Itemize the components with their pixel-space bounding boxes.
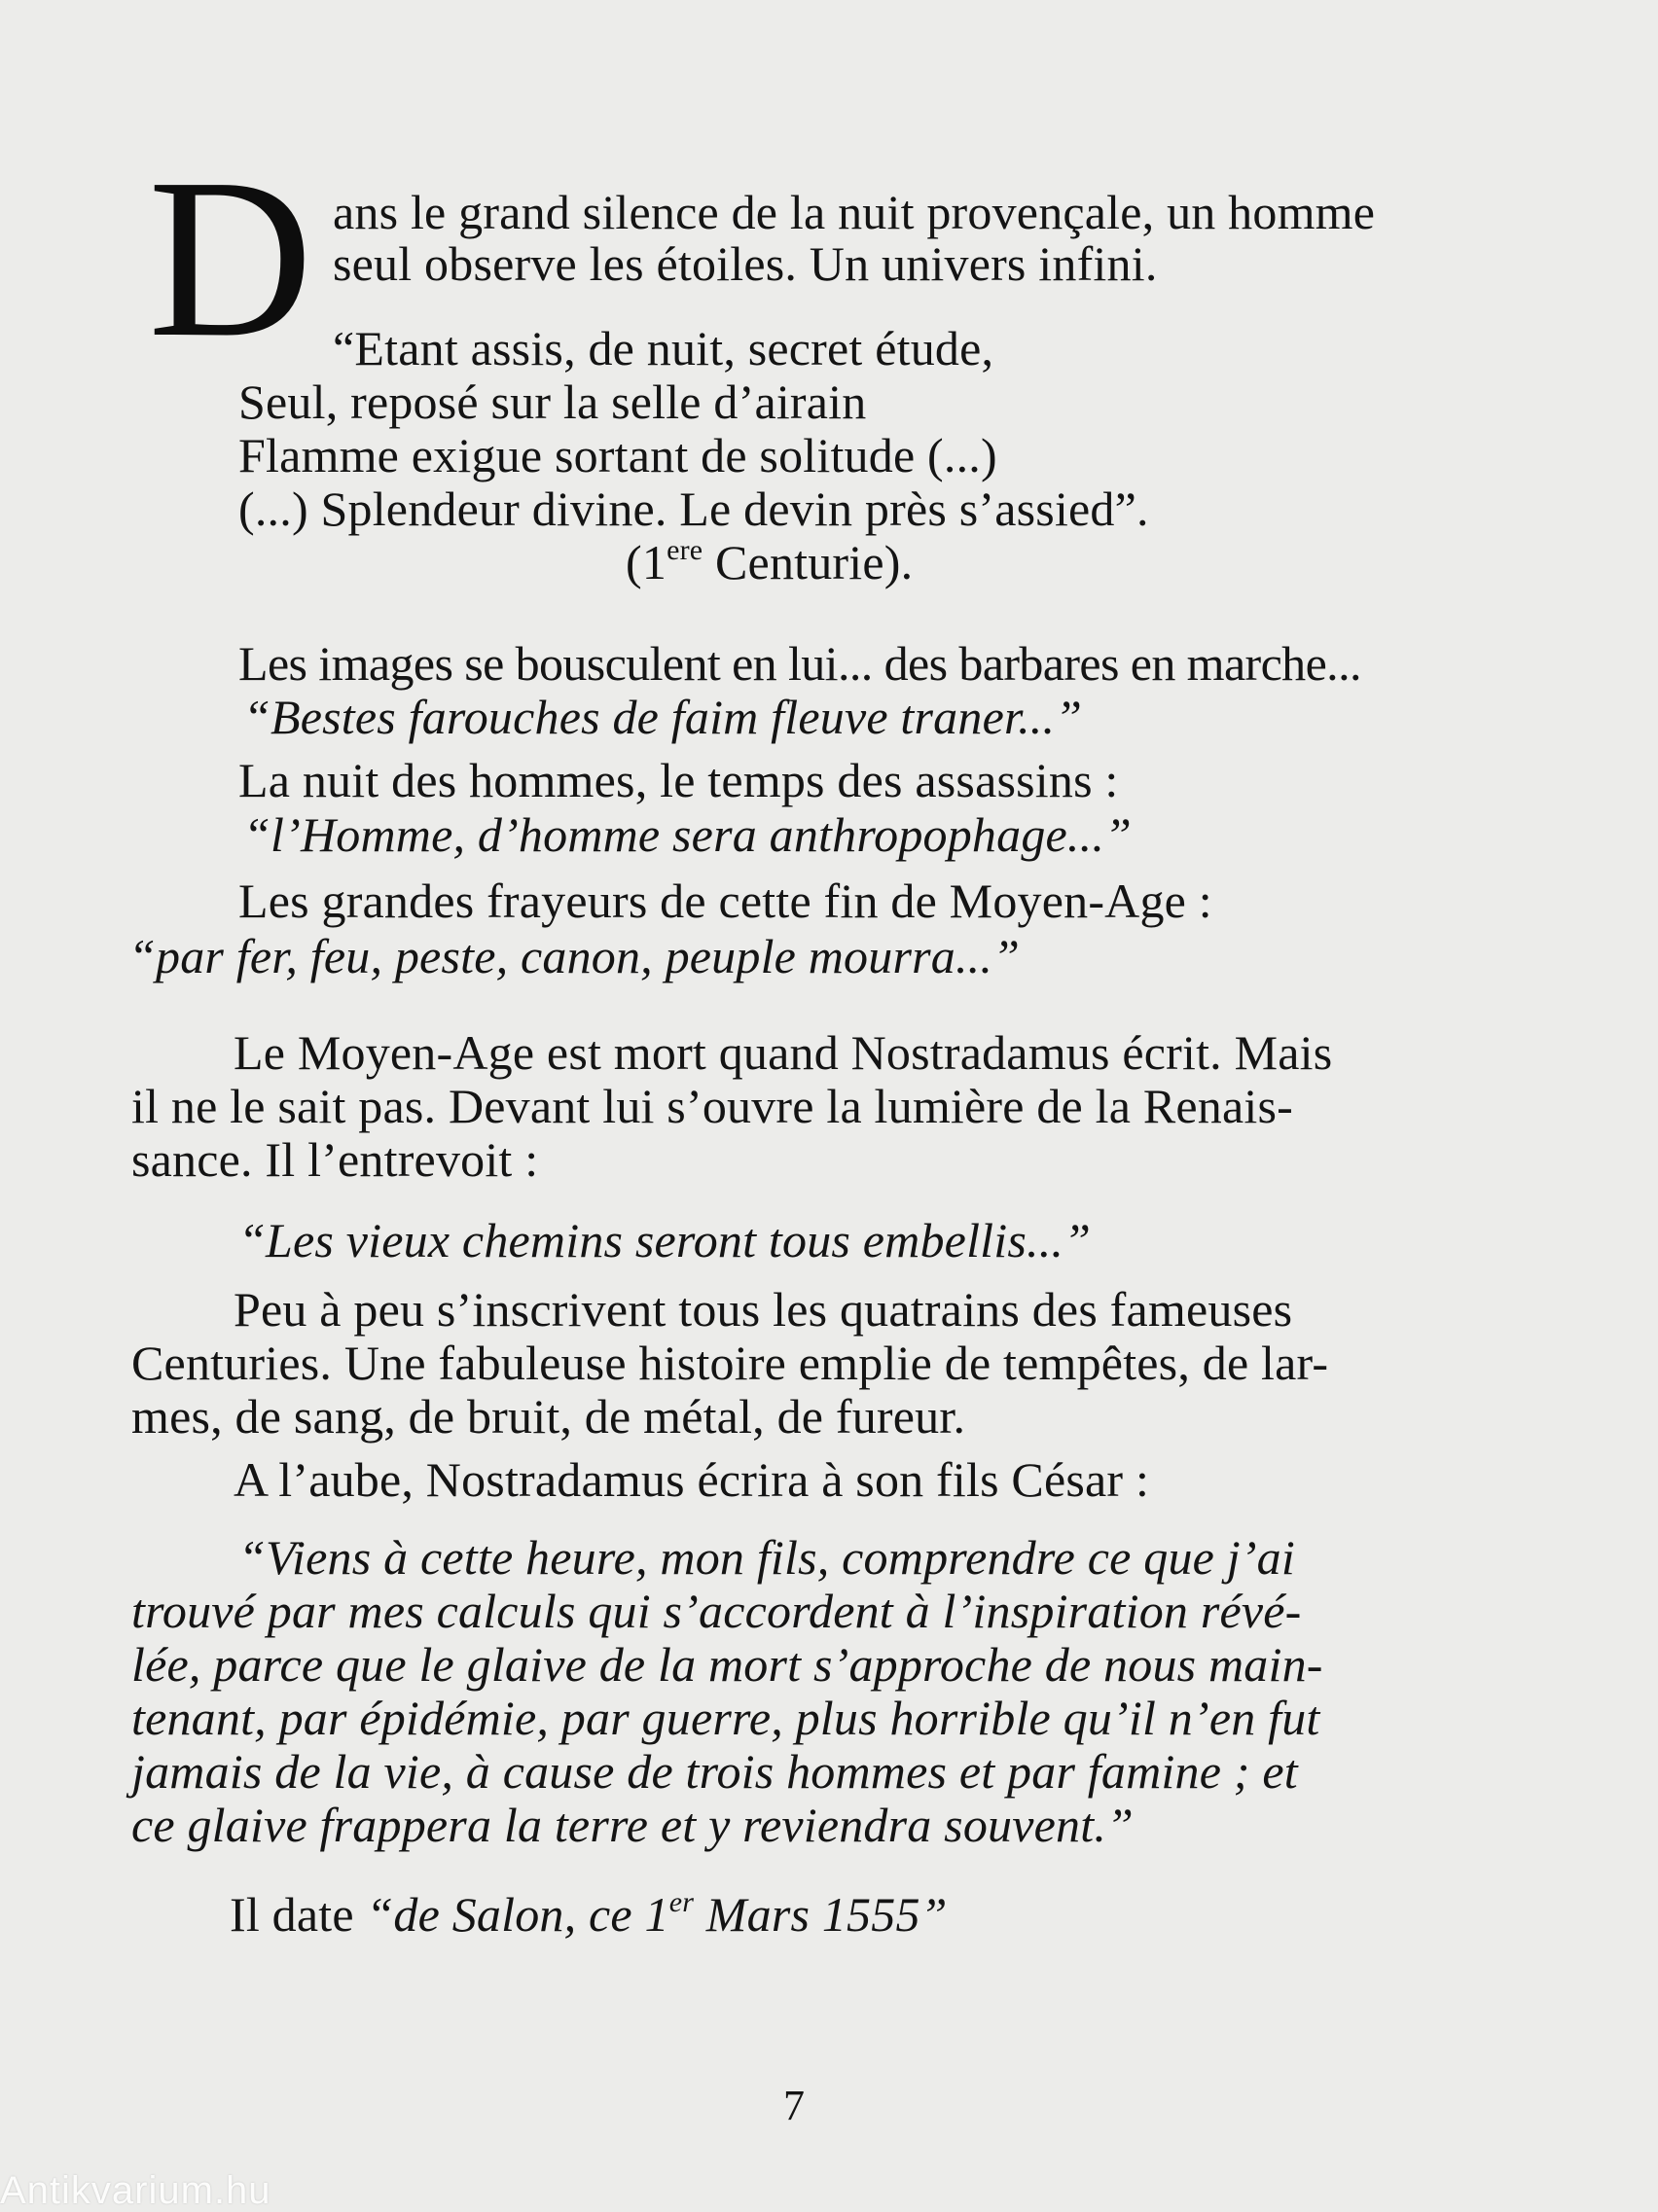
verse-line-2: Seul, reposé sur la selle d’airain	[238, 375, 867, 429]
letter-line-1: “Viens à cette heure, mon fils, comprendre ce que j’ai	[238, 1530, 1295, 1585]
images-quote-3: “par fer, feu, peste, canon, peuple mourra...”	[128, 929, 1021, 983]
para4-line: A l’aube, Nostradamus écrira à son fils César :	[234, 1452, 1150, 1507]
para2-line-3: sance. Il l’entrevoit :	[131, 1132, 539, 1187]
citation-close: Centurie).	[703, 535, 914, 589]
images-quote-2: “l’Homme, d’homme sera anthropophage...”	[243, 807, 1133, 862]
letter-line-2: trouvé par mes calculs qui s’accordent à l’inspiration révé-	[131, 1584, 1302, 1638]
verse-line-4: (...) Splendeur divine. Le devin près s’assied”.	[238, 482, 1149, 536]
images-line-3: Les grandes frayeurs de cette fin de Moyen-Age :	[238, 874, 1212, 928]
images-quote-1: “Bestes farouches de faim fleuve traner...”	[243, 690, 1083, 744]
citation-open: (1	[626, 535, 667, 589]
para2-line-1: Le Moyen-Age est mort quand Nostradamus écrit. Mais	[234, 1025, 1333, 1080]
verse-line-1: “Etant assis, de nuit, secret étude,	[333, 321, 994, 375]
intro-line-2: seul observe les étoiles. Un univers infini.	[333, 236, 1158, 291]
page-number: 7	[783, 2082, 805, 2129]
watermark: Antikvarium.hu	[0, 2169, 271, 2212]
para3-line-2: Centuries. Une fabuleuse histoire emplie de tempêtes, de lar-	[131, 1336, 1329, 1390]
date-sup: er	[668, 1886, 695, 1918]
letter-line-6: ce glaive frappera la terre et y reviendra souvent.”	[131, 1798, 1135, 1852]
para2-line-2: il ne le sait pas. Devant lui s’ouvre la lumière de la Renais-	[131, 1079, 1293, 1133]
letter-line-5: jamais de la vie, à cause de trois hommes et par famine ; et	[131, 1744, 1298, 1799]
para3-line-3: mes, de sang, de bruit, de métal, de fureur.	[131, 1389, 966, 1444]
images-line-2: La nuit des hommes, le temps des assassins :	[238, 753, 1119, 807]
letter-line-4: tenant, par épidémie, par guerre, plus horrible qu’il n’en fut	[131, 1691, 1320, 1745]
date-quote-open: “de Salon, ce 1	[366, 1887, 669, 1942]
letter-line-3: lée, parce que le glaive de la mort s’approche de nous main-	[131, 1637, 1323, 1692]
verse-line-3: Flamme exigue sortant de solitude (...)	[238, 428, 997, 482]
verse-citation	[626, 535, 913, 589]
date-line	[230, 1887, 948, 1942]
date-quote-close: Mars 1555”	[694, 1887, 948, 1942]
citation-sup: ere	[667, 534, 703, 566]
intro-line-1: ans le grand silence de la nuit provençale, un homme	[333, 185, 1376, 239]
quote-embellis: “Les vieux chemins seront tous embellis...”	[238, 1213, 1092, 1267]
drop-cap: D	[148, 131, 313, 384]
date-prefix: Il date	[230, 1887, 367, 1942]
images-line-1: Les images se bousculent en lui... des barbares en marche...	[238, 636, 1361, 691]
para3-line-1: Peu à peu s’inscrivent tous les quatrains des fameuses	[234, 1282, 1293, 1337]
